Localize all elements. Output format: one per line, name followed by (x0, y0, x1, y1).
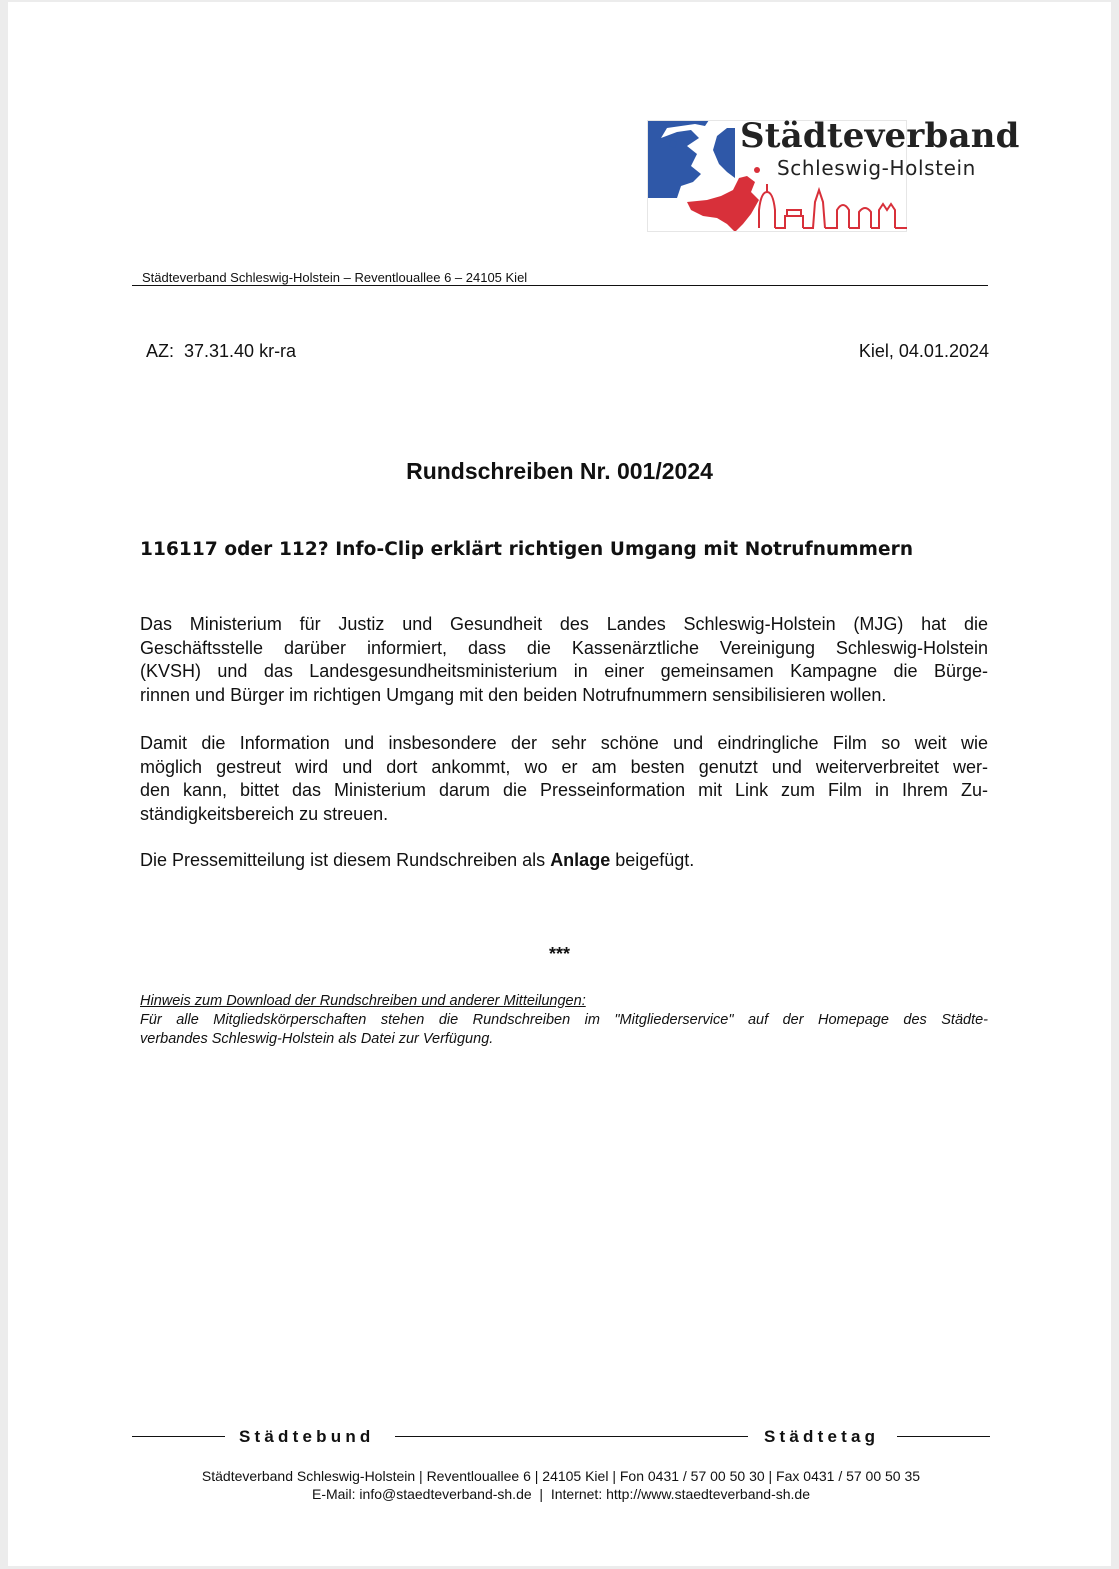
paragraph-1 (140, 613, 988, 707)
footer-address-line: Städteverband Schleswig-Holstein | Reventlouallee 6 | 24105 Kiel | Fon 0431 / 57 00 50 30 | Fax 0431 / 57 00 50 35 (201, 1468, 921, 1484)
logo-subtitle: Schleswig-Holstein (777, 156, 976, 180)
letter-date: Kiel, 04.01.2024 (858, 341, 989, 361)
paragraph-text: beigefügt. (610, 850, 695, 870)
paragraph-line: (KVSH) und das Landesgesundheitsministerium in einer gemeinsamen Kampagne die Bürge- (140, 661, 988, 681)
paragraph-2 (140, 732, 988, 826)
sender-divider (132, 285, 988, 286)
paragraph-line: Damit die Information und insbesondere der sehr schöne und eindringliche Film so weit wie (140, 733, 988, 753)
staedteverband-logo (647, 116, 1020, 234)
paragraph-text: Die Pressemitteilung ist diesem Rundschreiben als (140, 850, 551, 870)
paragraph-line (140, 849, 988, 873)
logo-title: Städteverband (740, 116, 1020, 156)
hint-line: Für alle Mitgliedskörperschaften stehen die Rundschreiben im "Mitgliederservice" auf der Homepage des Städte- (140, 1012, 988, 1028)
paragraph-line: rinnen und Bürger im richtigen Umgang mit den beiden Notrufnummern sensibilisieren wollen. (140, 684, 887, 705)
footer-staedtetag: Städtetag (764, 1427, 880, 1446)
letter-page (8, 2, 1111, 1566)
circular-title: Rundschreiben Nr. 001/2024 (406, 458, 713, 484)
paragraph-line: Das Ministerium für Justiz und Gesundheit des Landes Schleswig-Holstein (MJG) hat die (140, 614, 988, 634)
attachment-label: Anlage (550, 850, 611, 870)
paragraph-line: ständigkeitsbereich zu streuen. (140, 803, 389, 824)
footer-divider (897, 1436, 990, 1437)
hint-title: Hinweis zum Download der Rundschreiben und anderer Mitteilungen: (140, 993, 586, 1009)
hint-line: verbandes Schleswig-Holstein als Datei zur Verfügung. (140, 1031, 494, 1047)
footer-divider (132, 1436, 225, 1437)
subject-heading: 116117 oder 112? Info-Clip erklärt richtigen Umgang mit Notrufnummern (140, 539, 914, 560)
footer-address (8, 1467, 1114, 1503)
download-hint (140, 992, 988, 1049)
footer-staedtebund: Städtebund (239, 1427, 375, 1446)
section-separator: *** (548, 944, 570, 964)
paragraph-line: möglich gestreut wird und dort ankommt, wo er am besten genutzt und weiterverbreitet wer- (140, 756, 988, 777)
sender-address-line: Städteverband Schleswig-Holstein – Reventlouallee 6 – 24105 Kiel (142, 270, 528, 285)
paragraph-3 (140, 849, 988, 873)
reference-number: AZ: 37.31.40 kr-ra (146, 341, 297, 361)
paragraph-line: den kann, bittet das Ministerium darum die Presseinformation mit Link zum Film in Ihrem Zu- (140, 780, 988, 800)
footer-contact-line: E-Mail: info@staedteverband-sh.de | Internet: http://www.staedteverband-sh.de (311, 1486, 810, 1502)
paragraph-line: Geschäftsstelle darüber informiert, dass die Kassenärztliche Vereinigung Schleswig-Holstein (140, 637, 988, 658)
footer-divider (395, 1436, 748, 1437)
